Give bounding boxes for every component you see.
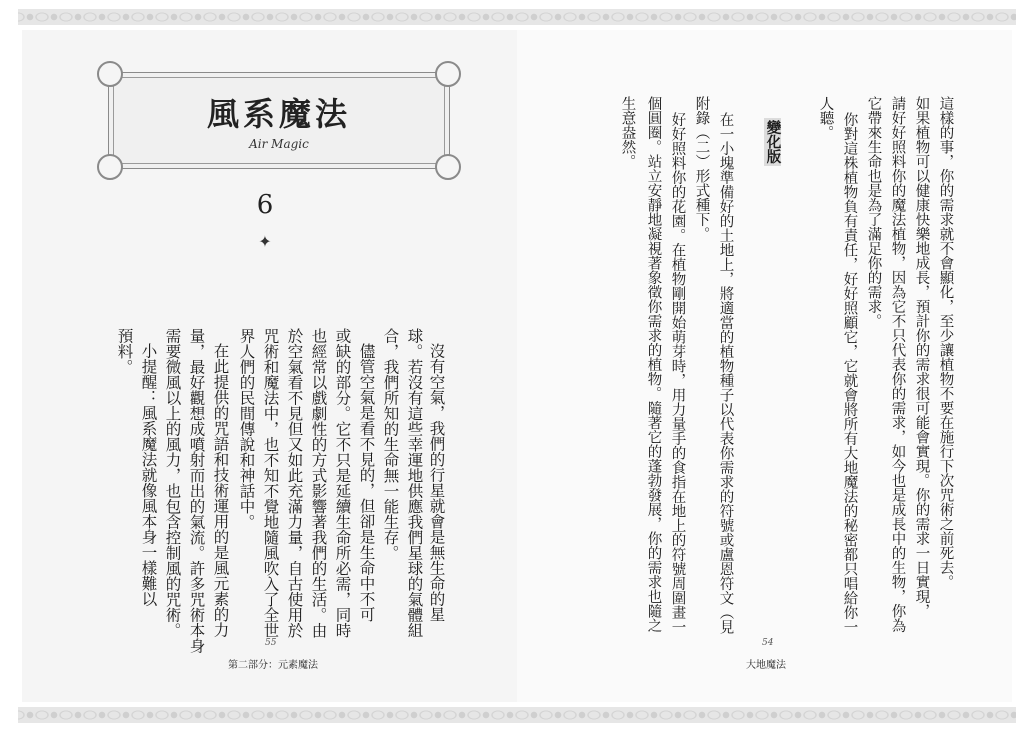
text-column: 個圓圈。站立安靜地凝視著象徵你需求的植物。隨著它的蓬勃發展，你的需求也隨之 [645, 96, 662, 633]
text-column: 附錄（二）形式種下。 [693, 96, 710, 241]
text-column: 或缺的部分。它不只是延續生命所必需，同時 [333, 328, 352, 638]
text-column: 好好照料你的花園。在植物剛開始萌芽時，用力量手的食指在地上的符號周圍畫一 [669, 112, 686, 634]
text-column: 界人們的民間傳說和神話中。 [237, 328, 256, 530]
text-column: 儘管空氣是看不見的，但卻是生命中不可 [357, 343, 376, 622]
scroll-ornament-icon [435, 154, 461, 180]
text-column: 合，我們所知的生命無一能生存。 [381, 328, 400, 561]
running-footer: 大地魔法 [746, 660, 786, 671]
scroll-ornament-icon [435, 61, 461, 87]
chapter-title-plate [108, 72, 450, 169]
text-column: 在一小塊準備好的土地上，將適當的植物種子以代表你需求的符號或盧恩符文（見 [717, 112, 734, 634]
bottom-decorative-border [18, 707, 1016, 723]
scroll-ornament-icon [97, 154, 123, 180]
text-column: 這樣的事，你的需求就不會顯化，至少讓植物不要在施行下次咒術之前死去。 [937, 96, 954, 589]
text-column: 咒術和魔法中，也不知不覺地隨風吹入了全世 [261, 328, 280, 638]
text-column: 預料。 [115, 328, 134, 375]
scroll-ornament-icon [97, 61, 123, 87]
text-column: 也經常以戲劇性的方式影響著我們的生活。由 [309, 328, 328, 638]
text-column: 請好好照料你的魔法植物，因為它不只代表你的需求，如今也是成長中的生物，你為 [889, 96, 906, 633]
chapter-subtitle: Air Magic [249, 137, 309, 151]
text-column: 沒有空氣，我們的行星就會是無生命的星 [427, 343, 446, 622]
page-number: 55 [265, 638, 277, 648]
text-column: 你對這株植物負有責任，好好照顧它，它就會將所有大地魔法的秘密都只唱給你一 [841, 112, 858, 634]
text-column: 量，最好觀想成噴射而出的氣流。許多咒術本身 [187, 328, 206, 654]
text-column: 小提醒：風系魔法就像風本身一樣難以 [139, 343, 158, 607]
top-decorative-border [18, 9, 1016, 25]
text-column: 於空氣看不見但又如此充滿力量，自古使用於 [285, 328, 304, 638]
star-ornament-icon: ✦ [258, 232, 272, 251]
text-column: 它帶來生命也是為了滿足你的需求。 [865, 96, 882, 328]
chapter-number: 6 [256, 190, 274, 220]
section-heading: 變化版 [764, 120, 782, 164]
text-column: 球。若沒有這些幸運地供應我們星球的氣體組 [405, 328, 424, 638]
text-column: 生意盎然。 [619, 96, 636, 169]
page-number: 54 [762, 638, 774, 648]
text-column: 如果植物可以健康快樂地成長，預計你的需求很可能會實現。你的需求一日實現， [913, 96, 930, 618]
chapter-title: 風系魔法 [206, 95, 351, 133]
text-column: 需要微風以上的風力，也包含控制風的咒術。 [163, 328, 182, 638]
text-column: 人聽。 [817, 96, 834, 140]
text-column: 在此提供的咒語和技術運用的是風元素的力 [211, 343, 230, 638]
running-footer: 第二部分：元素魔法 [228, 660, 318, 671]
